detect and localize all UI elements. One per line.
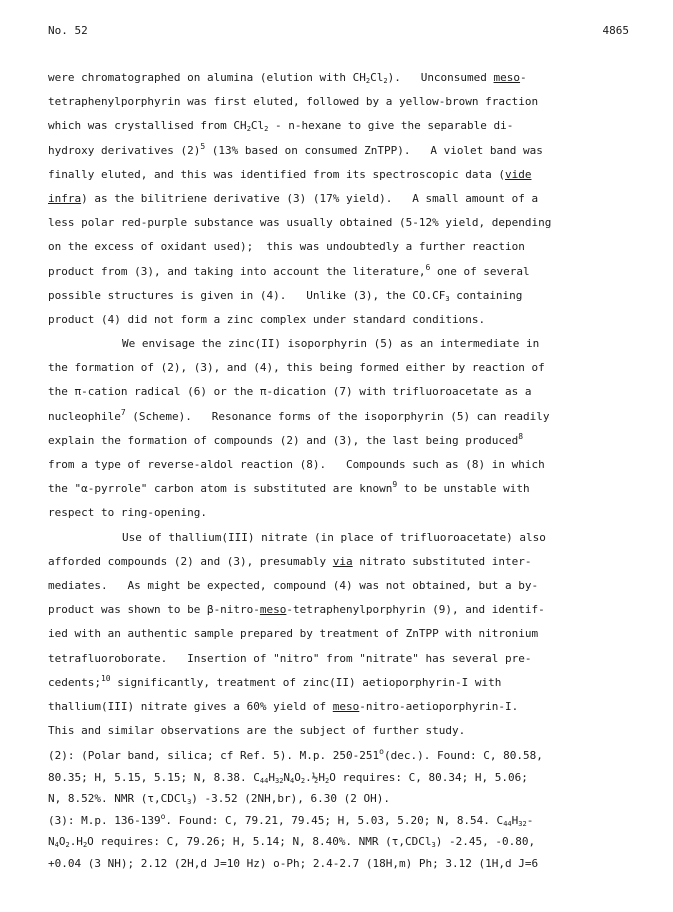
subscript: 2 (264, 125, 269, 134)
subscript: 44 (503, 819, 512, 828)
text-run: hydroxy derivatives (2) (48, 143, 201, 157)
text-run: one of several (430, 264, 530, 278)
text-line (48, 695, 630, 719)
text-line (48, 356, 630, 380)
page-number: 4865 (602, 24, 629, 37)
text-line (48, 211, 630, 235)
text-run: Cl (250, 119, 265, 133)
text-line (48, 260, 630, 284)
text-run: the π-cation radical (6) or the π-dication (7) with trifluoroacetate as a (48, 385, 532, 399)
text-run: N, 8.52%. NMR (τ,CDCl (48, 792, 188, 806)
text-line (48, 308, 630, 332)
text-line (48, 405, 630, 429)
text-run: which was crystallised from CH (48, 119, 247, 133)
text-run: finally eluted, and this was identified from its spectroscopic data ( (48, 167, 505, 181)
superscript: 9 (392, 480, 398, 490)
subscript: 2 (365, 77, 371, 85)
text-run: to be unstable with (397, 482, 530, 496)
subscript: 3 (187, 798, 192, 807)
text-line (48, 853, 630, 875)
subscript: 4 (290, 776, 295, 785)
text-run: product was shown to be β-nitro- (48, 603, 260, 617)
text-line (48, 671, 630, 695)
text-run: explain the formation of compounds (2) and (3), the last being produced (48, 433, 519, 447)
text-line (48, 788, 630, 810)
text-run: the "α-pyrrole" carbon atom is substituted are known (48, 482, 393, 496)
text-run: cedents; (48, 675, 101, 689)
text-run: . Found: C, 79.21, 79.45; H, 5.03, 5.20; N, 8.54. C (165, 813, 504, 827)
subscript: 32 (518, 819, 527, 828)
text-run: tetraphenylporphyrin was first eluted, followed by a yellow-brown fraction (48, 95, 539, 109)
text-run: (dec.). Found: C, 80.58, (383, 749, 543, 763)
text-run: product from (3), and taking into account the literature, (48, 264, 426, 278)
text-run: possible structures is given in (4). Unlike (3), the CO.CF (48, 288, 446, 302)
text-run: the formation of (2), (3), and (4), this being formed either by reaction of (48, 361, 545, 375)
text-run: (Scheme). Resonance forms of the isoporphyrin (5) can readily (125, 409, 550, 423)
issue-number: No. 52 (48, 24, 88, 37)
text-run: ). Unconsumed (387, 71, 494, 84)
text-run: Use of thallium(III) nitrate (in place of trifluoroacetate) also (122, 530, 546, 544)
superscript: o (379, 747, 384, 757)
text-run: +0.04 (3 NH); 2.12 (2H,d J=10 Hz) o-Ph; 2.4-2.7 (18H,m) Ph; 3.12 (1H,d J=6 (48, 856, 539, 870)
subscript: 2 (82, 841, 88, 850)
subscript: 2 (300, 776, 306, 785)
text-run: respect to ring-opening. (48, 506, 207, 520)
text-run: thallium(III) nitrate gives a 60% yield of (48, 699, 333, 713)
text-run: nucleophile (48, 409, 121, 423)
text-run: on the excess of oxidant used); this was undoubtedly a further reaction (48, 240, 525, 254)
text-line (48, 139, 630, 163)
subscript: 2 (246, 125, 251, 134)
text-run: ) as the bilitriene derivative (3) (17% yield). A small amount of a (81, 191, 539, 205)
text-run: significantly, treatment of zinc(II) aetioporphyrin-I with (110, 675, 502, 689)
superscript: 7 (120, 407, 126, 417)
superscript: 5 (200, 141, 206, 151)
text-run: nitrato substituted inter- (352, 554, 532, 568)
underlined-term: meso (332, 699, 360, 713)
text-run: ) -3.52 (2NH,br), 6.30 (2 OH). (191, 792, 390, 806)
subscript: 44 (259, 776, 269, 785)
text-run: -nitro-aetioporphyrin-I. (359, 699, 519, 713)
text-line (48, 526, 630, 550)
text-run: - (520, 71, 527, 84)
text-line (48, 380, 630, 404)
text-run: N (48, 835, 55, 849)
text-run: (13% based on consumed ZnTPP). A violet band was (205, 143, 543, 157)
text-run: ied with an authentic sample prepared by treatment of ZnTPP with nitronium (48, 627, 539, 641)
subscript: 2 (65, 841, 70, 850)
underlined-term: meso (259, 603, 287, 617)
text-run: tetrafluoroborate. Insertion of "nitro" from "nitrate" has several pre- (48, 651, 532, 665)
text-run: O requires: C, 80.34; H, 5.06; (329, 770, 528, 784)
text-line (48, 745, 630, 767)
superscript: 10 (100, 673, 111, 683)
text-run: 80.35; H, 5.15, 5.15; N, 8.38. C (48, 770, 260, 784)
text-line (48, 719, 630, 743)
subscript: 3 (431, 841, 436, 850)
text-run: - n-hexane to give the separable di- (268, 119, 514, 133)
superscript: o (160, 811, 166, 821)
text-run: ) -2.45, -0.80, (435, 835, 536, 849)
text-line (48, 501, 630, 525)
text-run: O requires: C, 79.26; H, 5.14; N, 8.40%. NMR (τ,CDCl (87, 835, 432, 849)
text-line (48, 550, 630, 574)
text-line (48, 284, 630, 308)
text-run: H (511, 813, 519, 827)
text-run: .H (69, 835, 83, 849)
main-text (48, 66, 630, 743)
text-line (48, 477, 630, 501)
text-run: O (294, 770, 301, 784)
text-line (48, 235, 630, 259)
text-line (48, 810, 630, 832)
underlined-term: meso (493, 71, 521, 84)
underlined-term: infra (48, 191, 82, 205)
superscript: 8 (518, 431, 524, 441)
text-run: containing (449, 288, 523, 302)
text-run: from a type of reverse-aldol reaction (8). Compounds such as (8) in which (48, 458, 545, 471)
text-run: were chromatographed on alumina (elution with CH (48, 71, 366, 84)
text-line (48, 429, 630, 453)
text-run: (3): M.p. 136-139 (48, 813, 161, 827)
text-run: -tetraphenylporphyrin (9), and identif- (286, 603, 545, 617)
subscript: 3 (445, 294, 450, 303)
text-line (48, 453, 630, 477)
text-line (48, 90, 630, 114)
underlined-term: vide (504, 167, 532, 181)
text-line (48, 767, 630, 789)
experimental-section (48, 745, 630, 874)
text-line (48, 622, 630, 646)
text-run: .½H (305, 770, 325, 784)
text-line (48, 66, 630, 90)
text-run: H (268, 770, 275, 784)
text-run: N (283, 770, 291, 784)
text-run: afforded compounds (2) and (3), presumably (48, 554, 333, 568)
text-run: (2): (Polar band, silica; cf Ref. 5). M.p. 250-251 (48, 749, 380, 763)
subscript: 4 (54, 841, 59, 850)
text-line (48, 114, 630, 138)
article-body (48, 66, 630, 874)
subscript: 2 (324, 776, 330, 785)
text-line (48, 598, 630, 622)
text-line (48, 332, 630, 356)
text-line (48, 647, 630, 671)
text-line (48, 187, 630, 211)
subscript: 32 (274, 776, 284, 785)
text-run: We envisage the zinc(II) isoporphyrin (5) as an intermediate in (122, 337, 540, 351)
text-run: O (58, 835, 66, 849)
text-run: mediates. As might be expected, compound (4) was not obtained, but a by- (48, 578, 539, 592)
subscript: 2 (383, 77, 388, 85)
text-run: This and similar observations are the subject of further study. (48, 724, 466, 738)
text-line (48, 831, 630, 853)
text-line (48, 574, 630, 598)
text-line (48, 163, 630, 187)
text-run: - (526, 813, 534, 827)
underlined-term: via (332, 554, 353, 568)
text-run: less polar red-purple substance was usually obtained (5-12% yield, depending (48, 216, 552, 230)
superscript: 6 (425, 262, 431, 272)
text-run: product (4) did not form a zinc complex under standard conditions. (48, 312, 486, 326)
text-run: Cl (370, 71, 384, 84)
